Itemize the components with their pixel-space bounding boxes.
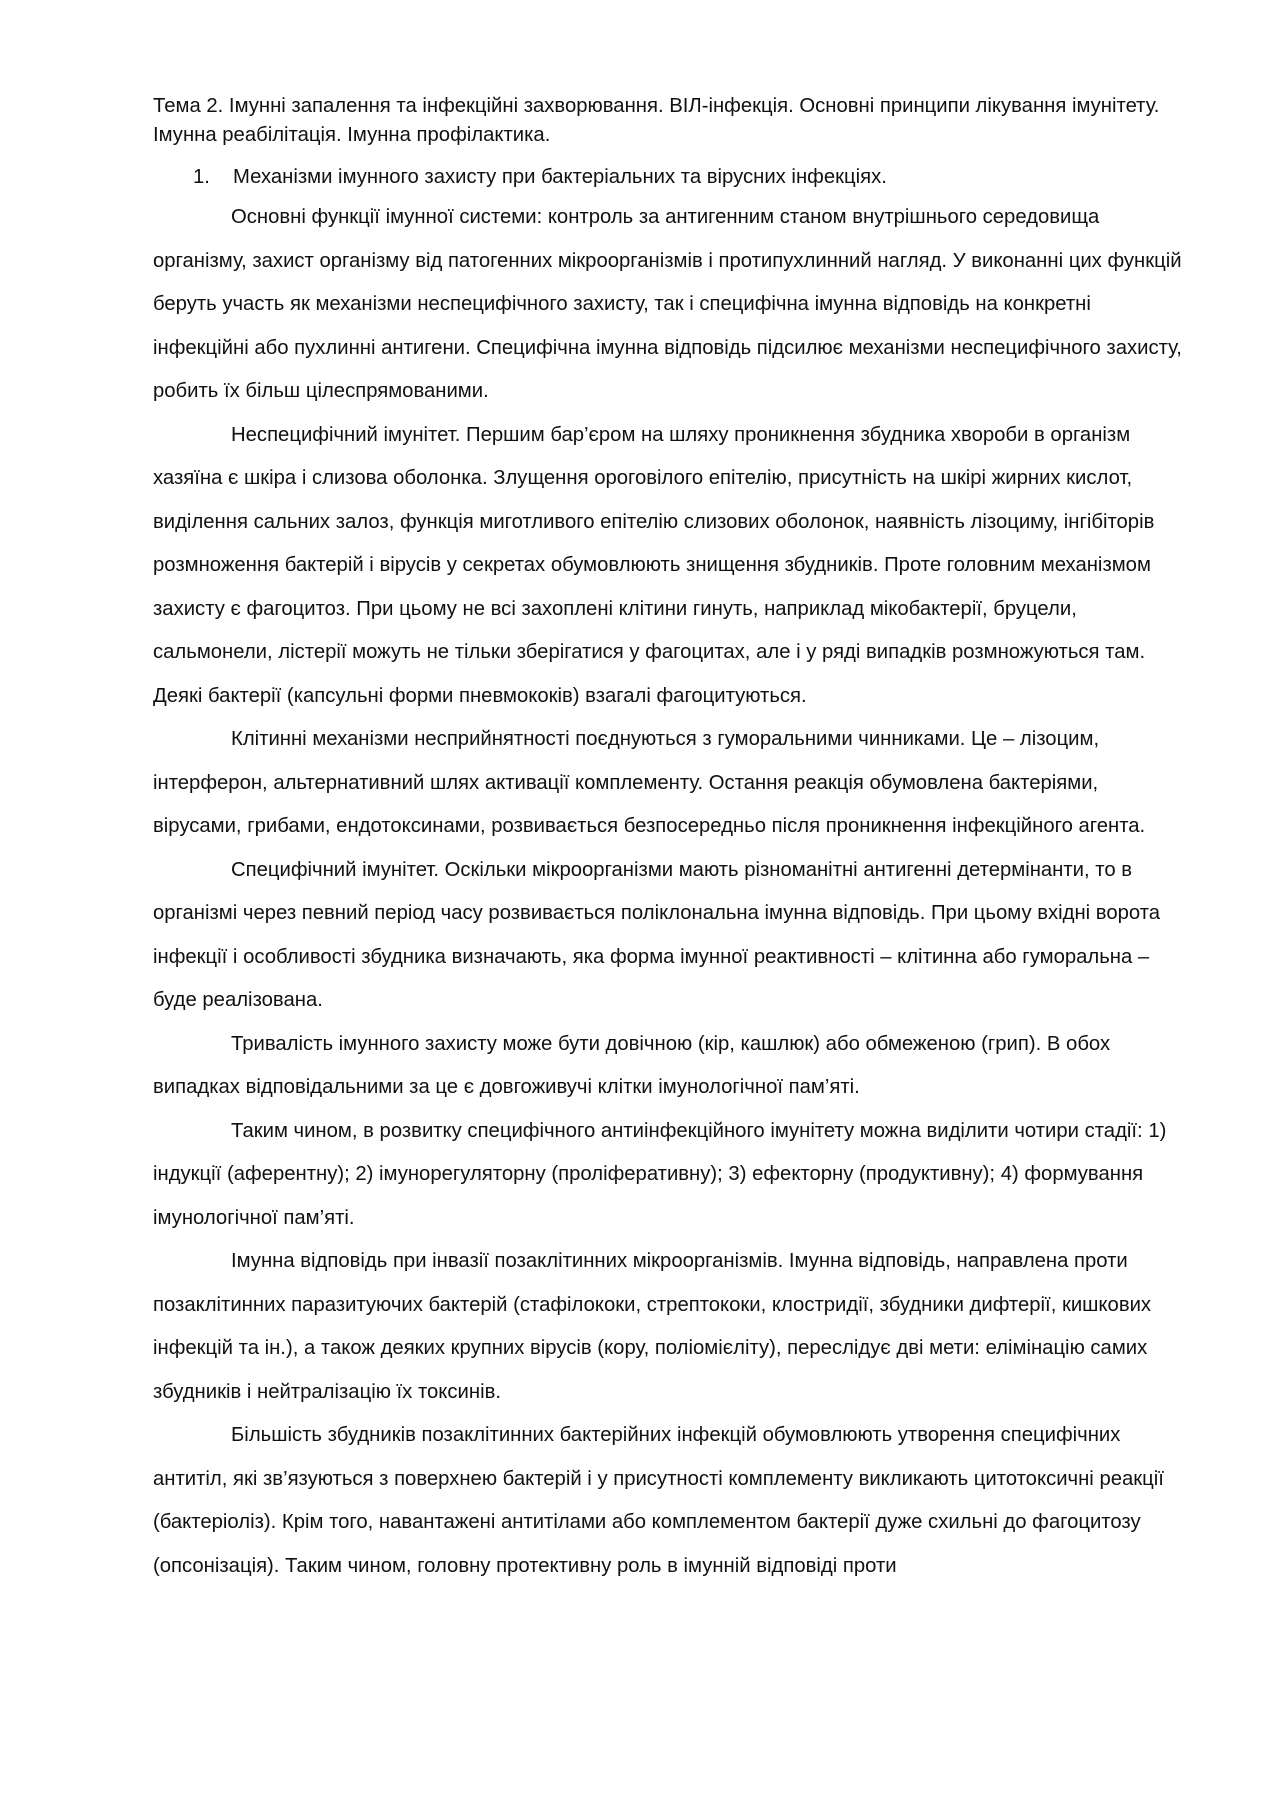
list-item-number: 1.: [193, 166, 210, 188]
paragraph-antibody-response: Більшість збудників позаклітинних бактерійних інфекцій обумовлюють утворення специфічних антитіл, які зв’язуються з поверхнею бактерій і у присутності комплементу викликають цитотоксичні реакції (бактеріоліз). Крім того, навантажені антитілами або комплементом бактерії дуже схильні до фагоцитозу (опсонізація). Таким чином, головну протективну роль в імунній відповіді проти: [153, 1424, 1164, 1577]
list-item-text: Механізми імунного захисту при бактеріальних та вірусних інфекціях.: [233, 166, 887, 188]
document-title: Тема 2. Імунні запалення та інфекційні захворювання. ВІЛ-інфекція. Основні принципи лікування імунітету. Імунна реабілітація. Імунна профілактика.: [153, 95, 1160, 146]
paragraph-immune-duration: Тривалість імунного захисту може бути довічною (кір, кашлюк) або обмеженою (грип). В обох випадках відповідальними за це є довгоживучі клітки імунологічної пам’яті.: [153, 1032, 1111, 1098]
paragraph-immune-functions: Основні функції імунної системи: контроль за антигенним станом внутрішнього середовища організму, захист організму від патогенних мікроорганізмів і протипухлинний нагляд. У виконанні цих функцій беруть участь як механізми неспецифічного захисту, так і специфічна імунна відповідь на конкретні інфекційні або пухлинні антигени. Специфічна імунна відповідь підсилює механізми неспецифічного захисту, робить їх більш цілеспрямованими.: [153, 206, 1182, 402]
paragraph-nonspecific-immunity: Неспецифічний імунітет. Першим бар’єром на шляху проникнення збудника хвороби в організм хазяїна є шкіра і слизова оболонка. Злущення ороговілого епітелію, присутність на шкірі жирних кислот, виділення сальних залоз, функція миготливого епітелію слизових оболонок, наявність лізоциму, інгібіторів розмноження бактерій і вірусів у секретах обумовлюють знищення збудників. Проте головним механізмом захисту є фагоцитоз. При цьому не всі захоплені клітини гинуть, наприклад мікобактерії, бруцели, сальмонели, лістерії можуть не тільки зберігатися у фагоцитах, але і у ряді випадків розмножуються там. Деякі бактерії (капсульні форми пневмококів) взагалі фагоцитуються.: [153, 423, 1155, 707]
paragraph-humoral-factors: Клітинні механізми несприйнятності поєднуються з гуморальними чинниками. Це – лізоцим, інтерферон, альтернативний шлях активації комплементу. Остання реакція обумовлена бактеріями, вірусами, грибами, ендотоксинами, розвивається безпосередньо після проникнення інфекційного агента.: [153, 728, 1146, 837]
paragraph-specific-immunity: Специфічний імунітет. Оскільки мікроорганізми мають різноманітні антигенні детермінанти, то в організмі через певний період часу розвивається поліклональна імунна відповідь. При цьому вхідні ворота інфекції і особливості збудника визначають, яка форма імунної реактивності – клітинна або гуморальна – буде реалізована.: [153, 858, 1161, 1011]
numbered-list-item: [153, 163, 1188, 192]
paragraph-extracellular-response: Імунна відповідь при інвазії позаклітинних мікроорганізмів. Імунна відповідь, направлена проти позаклітинних паразитуючих бактерій (стафілококи, стрептококи, клостридії, збудники дифтерії, кишкових інфекцій та ін.), а також деяких крупних вірусів (кору, поліомієліту), переслідує дві мети: елімінацію самих збудників і нейтралізацію їх токсинів.: [153, 1250, 1152, 1403]
document-page: [153, 92, 1188, 1588]
paragraph-immunity-stages: Таким чином, в розвитку специфічного антиінфекційного імунітету можна виділити чотири стадії: 1) індукції (аферентну); 2) імунорегуляторну (проліферативну); 3) ефекторну (продуктивну); 4) формування імунологічної пам’яті.: [153, 1119, 1167, 1229]
